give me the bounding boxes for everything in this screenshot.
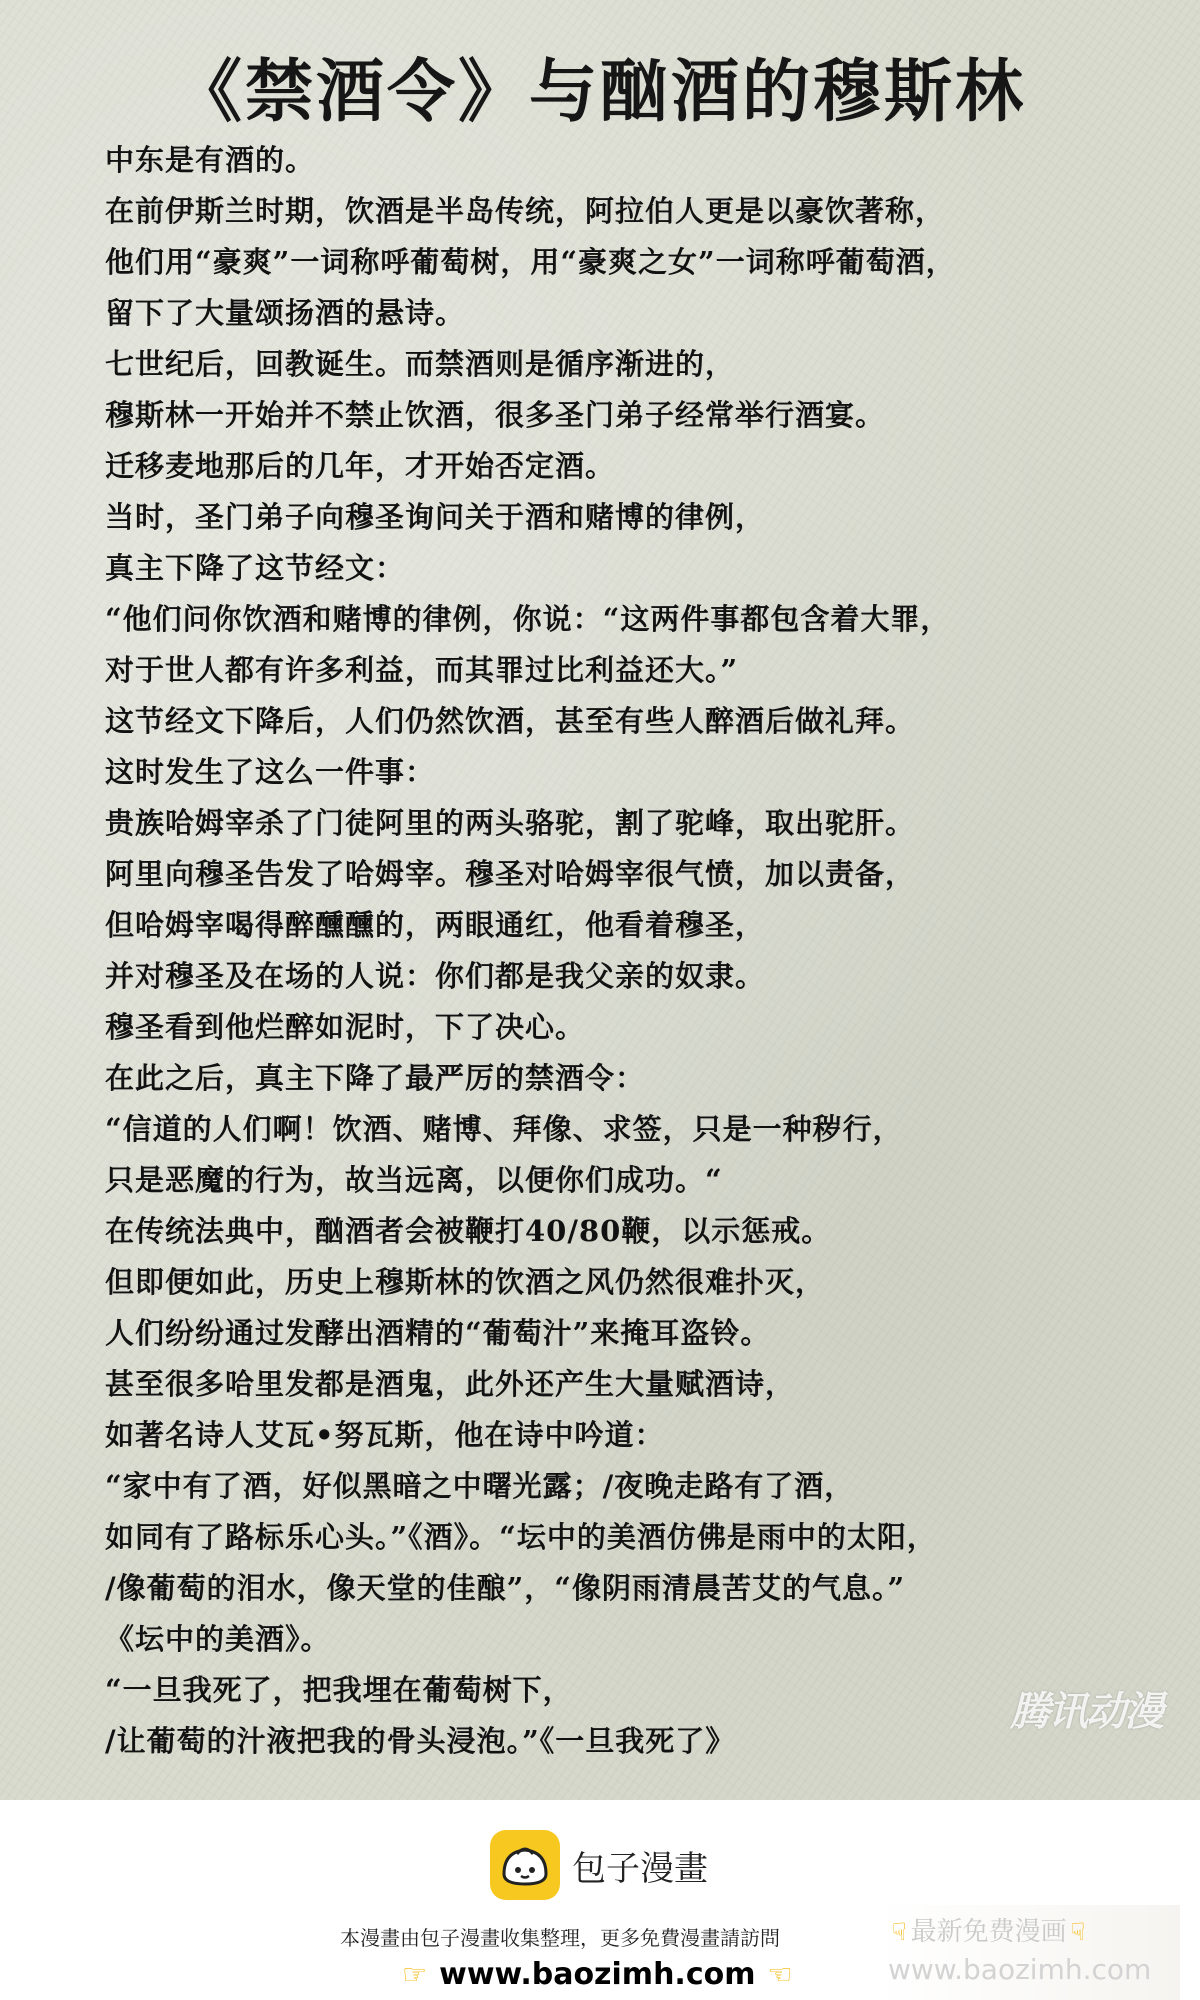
article-line: 对于世人都有许多利益，而其罪过比利益还大。” — [105, 653, 739, 687]
article-line: 阿里向穆圣告发了哈姆宰。穆圣对哈姆宰很气愤，加以责备， — [105, 857, 916, 891]
article-line: 只是恶魔的行为，故当远离，以便你们成功。“ — [105, 1163, 723, 1197]
article-line: 真主下降了这节经文： — [105, 551, 406, 585]
brand[interactable] — [490, 1830, 708, 1900]
footer-notice: 本漫畫由包子漫畫收集整理，更多免費漫畫請訪問 — [340, 1926, 780, 1950]
article-line: 他们用“豪爽”一词称呼葡萄树，用“豪爽之女”一词称呼葡萄酒， — [105, 245, 956, 279]
article-line: 七世纪后，回教诞生。而禁酒则是循序渐进的， — [105, 347, 736, 381]
article-line: 甚至很多哈里发都是酒鬼，此外还产生大量赋酒诗， — [105, 1367, 796, 1401]
article-line: 但即便如此，历史上穆斯林的饮酒之风仍然很难扑灭， — [105, 1265, 826, 1299]
article-line: 《坛中的美酒》。 — [105, 1622, 331, 1656]
article-line: 贵族哈姆宰杀了门徒阿里的两头骆驼，割了驼峰，取出驼肝。 — [105, 806, 916, 840]
site-link[interactable] — [390, 1952, 805, 1996]
article-line: 这节经文下降后，人们仍然饮酒，甚至有些人醉酒后做礼拜。 — [105, 704, 916, 738]
article-line: 如著名诗人艾瓦•努瓦斯，他在诗中吟道： — [105, 1418, 665, 1452]
pointing-hand-icon: ☜ — [767, 1957, 793, 1991]
article-line: 这时发生了这么一件事： — [105, 755, 436, 789]
article-line: 如同有了路标乐心头。”《酒》。“坛中的美酒仿佛是雨中的太阳， — [105, 1520, 937, 1554]
article-line: “家中有了酒，好似黑暗之中曙光露；/夜晚走路有了酒， — [105, 1469, 855, 1503]
article-line: 在前伊斯兰时期，饮酒是半岛传统，阿拉伯人更是以豪饮著称， — [105, 194, 946, 228]
article-line: 迁移麦地那后的几年，才开始否定酒。 — [105, 449, 616, 483]
article-body — [105, 135, 1165, 1767]
pointing-down-icon: ☟ — [1070, 1918, 1086, 1946]
article-line: 人们纷纷通过发酵出酒精的“葡萄汁”来掩耳盗铃。 — [105, 1316, 771, 1350]
promo-label: 最新免费漫画 — [910, 1917, 1067, 1947]
pointing-hand-icon: ☞ — [402, 1957, 428, 1991]
footer — [0, 1800, 1200, 2000]
article-line: 当时，圣门弟子向穆圣询问关于酒和赌博的律例， — [105, 500, 766, 534]
site-url: www.baozimh.com — [439, 1956, 756, 1992]
article-title: 《禁酒令》与酗酒的穆斯林 — [173, 52, 1026, 132]
pointing-down-icon: ☟ — [892, 1918, 907, 1946]
brand-name: 包子漫畫 — [572, 1848, 708, 1889]
article-line: 在此之后，真主下降了最严厉的禁酒令： — [105, 1061, 646, 1095]
article-line: “一旦我死了，把我埋在葡萄树下， — [105, 1673, 573, 1707]
article-line: 但哈姆宰喝得醉醺醺的，两眼通红，他看着穆圣， — [105, 908, 766, 942]
article-line: 穆斯林一开始并不禁止饮酒，很多圣门弟子经常举行酒宴。 — [105, 398, 886, 432]
promo-banner[interactable] — [880, 1905, 1180, 2000]
article-line: /让葡萄的汁液把我的骨头浸泡。”《一旦我死了》 — [105, 1724, 736, 1758]
article-line: /像葡萄的泪水，像天堂的佳酿”，“像阴雨清晨苦艾的气息。” — [105, 1571, 906, 1605]
tencent-comic-watermark: 腾讯动漫 — [1010, 1689, 1162, 1735]
article-line: 留下了大量颂扬酒的悬诗。 — [105, 296, 466, 330]
article-line: 并对穆圣及在场的人说：你们都是我父亲的奴隶。 — [105, 959, 766, 993]
bun-face-icon — [490, 1830, 560, 1900]
article-line: 穆圣看到他烂醉如泥时，下了决心。 — [105, 1010, 586, 1044]
promo-url: www.baozimh.com — [888, 1953, 1152, 1986]
article-line: 中东是有酒的。 — [105, 143, 316, 177]
article-line: “他们问你饮酒和赌博的律例，你说：“这两件事都包含着大罪， — [105, 602, 951, 636]
promo-label-row — [888, 1911, 1089, 1948]
article-line: “信道的人们啊！饮酒、赌博、拜像、求签，只是一种秽行， — [105, 1112, 903, 1146]
article-line: 在传统法典中，酗酒者会被鞭打40/80鞭，以示惩戒。 — [105, 1214, 832, 1248]
